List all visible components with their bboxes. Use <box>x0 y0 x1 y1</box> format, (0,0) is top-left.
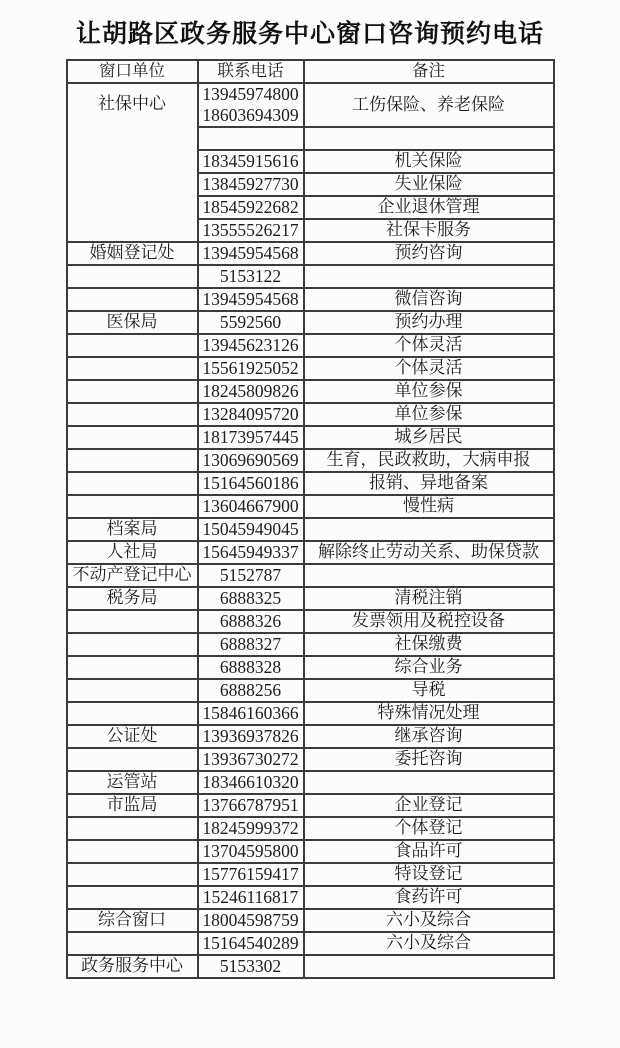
table-row <box>67 83 554 127</box>
table-row <box>67 633 554 656</box>
table-row <box>67 886 554 909</box>
unit-cell <box>67 702 198 725</box>
table-row <box>67 955 554 978</box>
phone-cell <box>198 564 304 587</box>
remark-cell: 生育，民政救助，大病申报 <box>304 449 554 472</box>
remark-cell: 清税注销 <box>304 587 554 610</box>
table-row <box>67 541 554 564</box>
table-row <box>67 794 554 817</box>
phone-directory-table <box>66 59 555 979</box>
remark-cell <box>304 265 554 288</box>
unit-cell <box>67 288 198 311</box>
remark-cell: 个体登记 <box>304 817 554 840</box>
phone-cell <box>198 173 304 196</box>
phone-number: 15846160366 <box>202 702 299 723</box>
phone-number: 13936730272 <box>202 748 299 769</box>
remark-cell: 继承咨询 <box>304 725 554 748</box>
remark-cell: 机关保险 <box>304 150 554 173</box>
table-row <box>67 863 554 886</box>
remark-cell: 个体灵活 <box>304 334 554 357</box>
phone-cell <box>198 679 304 702</box>
unit-cell: 社保中心 <box>67 83 198 242</box>
table-row <box>67 472 554 495</box>
phone-number: 15045949045 <box>202 518 299 539</box>
phone-number: 5592560 <box>219 311 282 332</box>
unit-cell <box>67 265 198 288</box>
phone-number: 5153122 <box>219 265 282 286</box>
phone-number: 13945954568 <box>202 242 299 263</box>
remark-cell: 解除终止劳动关系、助保贷款 <box>304 541 554 564</box>
remark-cell <box>304 771 554 794</box>
page-title: 让胡路区政务服务中心窗口咨询预约电话 <box>75 20 544 48</box>
phone-cell <box>198 932 304 955</box>
column-header-1: 联系电话 <box>198 60 304 83</box>
phone-number: 18346610320 <box>202 771 299 792</box>
table-row <box>67 771 554 794</box>
unit-cell: 税务局 <box>67 587 198 610</box>
table-row <box>67 909 554 932</box>
unit-cell: 市监局 <box>67 794 198 817</box>
unit-cell: 综合窗口 <box>67 909 198 932</box>
unit-cell <box>67 449 198 472</box>
phone-cell <box>198 541 304 564</box>
unit-cell <box>67 380 198 403</box>
unit-cell <box>67 357 198 380</box>
phone-number: 18545922682 <box>202 196 299 217</box>
table-row <box>67 288 554 311</box>
phone-cell <box>198 472 304 495</box>
table-row <box>67 265 554 288</box>
unit-cell: 人社局 <box>67 541 198 564</box>
remark-cell: 综合业务 <box>304 656 554 679</box>
table-row <box>67 564 554 587</box>
phone-cell <box>198 196 304 219</box>
phone-cell <box>198 840 304 863</box>
phone-cell <box>198 127 304 150</box>
phone-number: 15561925052 <box>202 357 299 378</box>
unit-cell <box>67 886 198 909</box>
phone-number: 5152787 <box>219 564 282 585</box>
phone-cell <box>198 748 304 771</box>
unit-cell: 医保局 <box>67 311 198 334</box>
table-row <box>67 610 554 633</box>
table-row <box>67 932 554 955</box>
phone-number: 13284095720 <box>202 403 299 424</box>
phone-number: 18245999372 <box>202 817 299 838</box>
column-header-0: 窗口单位 <box>67 60 198 83</box>
unit-cell <box>67 748 198 771</box>
table-row <box>67 656 554 679</box>
phone-cell <box>198 863 304 886</box>
phone-number: 18245809826 <box>202 380 299 401</box>
table-row <box>67 357 554 380</box>
table-body <box>67 83 554 978</box>
phone-cell <box>198 288 304 311</box>
remark-cell: 食药许可 <box>304 886 554 909</box>
phone-cell <box>198 817 304 840</box>
phone-number: 6888256 <box>219 679 282 700</box>
phone-cell <box>198 955 304 978</box>
table-row <box>67 817 554 840</box>
phone-cell <box>198 219 304 242</box>
unit-cell: 档案局 <box>67 518 198 541</box>
phone-number: 6888328 <box>219 656 282 677</box>
header-row <box>67 60 554 83</box>
unit-cell <box>67 817 198 840</box>
remark-cell: 特设登记 <box>304 863 554 886</box>
phone-number: 13766787951 <box>202 794 299 815</box>
phone-cell <box>198 633 304 656</box>
phone-number: 13069690569 <box>202 449 299 470</box>
phone-cell <box>198 518 304 541</box>
phone-number: 15776159417 <box>202 863 299 884</box>
phone-cell <box>198 426 304 449</box>
unit-cell <box>67 495 198 518</box>
remark-cell: 企业退休管理 <box>304 196 554 219</box>
phone-cell <box>198 771 304 794</box>
unit-cell: 不动产登记中心 <box>67 564 198 587</box>
remark-cell: 失业保险 <box>304 173 554 196</box>
phone-number: 6888326 <box>219 610 282 631</box>
unit-cell <box>67 472 198 495</box>
phone-number: 6888325 <box>219 587 282 608</box>
remark-cell <box>304 127 554 150</box>
table-row <box>67 679 554 702</box>
table-row <box>67 403 554 426</box>
phone-number: 13604667900 <box>202 495 299 516</box>
remark-cell <box>304 518 554 541</box>
remark-cell: 城乡居民 <box>304 426 554 449</box>
table-row <box>67 725 554 748</box>
table-row <box>67 748 554 771</box>
unit-cell <box>67 426 198 449</box>
remark-cell <box>304 564 554 587</box>
phone-number: 15246116817 <box>202 886 299 907</box>
phone-number: 6888327 <box>219 633 282 654</box>
remark-cell: 单位参保 <box>304 403 554 426</box>
phone-cell <box>198 83 304 127</box>
phone-number: 13945954568 <box>202 288 299 309</box>
phone-number: 18004598759 <box>202 909 299 930</box>
table-row <box>67 334 554 357</box>
remark-cell: 导税 <box>304 679 554 702</box>
phone-cell <box>198 587 304 610</box>
phone-number: 18603694309 <box>202 105 299 125</box>
remark-cell: 特殊情况处理 <box>304 702 554 725</box>
table-row <box>67 311 554 334</box>
phone-number: 13945623126 <box>202 334 299 355</box>
phone-number: 5153302 <box>219 955 282 976</box>
phone-cell <box>198 334 304 357</box>
unit-cell <box>67 610 198 633</box>
phone-number: 13936937826 <box>202 725 299 746</box>
table-row <box>67 840 554 863</box>
remark-cell: 委托咨询 <box>304 748 554 771</box>
phone-cell <box>198 725 304 748</box>
phone-cell <box>198 794 304 817</box>
unit-cell: 运管站 <box>67 771 198 794</box>
remark-cell: 单位参保 <box>304 380 554 403</box>
unit-cell: 公证处 <box>67 725 198 748</box>
phone-number: 13845927730 <box>202 173 299 194</box>
phone-cell <box>198 357 304 380</box>
phone-cell <box>198 909 304 932</box>
remark-cell: 社保缴费 <box>304 633 554 656</box>
phone-cell <box>198 403 304 426</box>
remark-cell: 发票领用及税控设备 <box>304 610 554 633</box>
phone-number: 13704595800 <box>202 840 299 861</box>
unit-cell <box>67 334 198 357</box>
phone-cell <box>198 242 304 265</box>
phone-cell <box>198 610 304 633</box>
phone-number: 18173957445 <box>202 426 299 447</box>
phone-number: 13945974800 <box>202 84 299 104</box>
unit-cell <box>67 679 198 702</box>
table-row <box>67 449 554 472</box>
remark-cell <box>304 955 554 978</box>
phone-number: 13555526217 <box>202 219 299 240</box>
table-row <box>67 702 554 725</box>
table-row <box>67 426 554 449</box>
unit-cell <box>67 932 198 955</box>
phone-cell <box>198 265 304 288</box>
phone-cell <box>198 886 304 909</box>
unit-cell <box>67 863 198 886</box>
table-row <box>67 380 554 403</box>
phone-number: 18345915616 <box>202 150 299 171</box>
phone-cell <box>198 150 304 173</box>
phone-cell <box>198 311 304 334</box>
remark-cell: 工伤保险、养老保险 <box>304 83 554 127</box>
table-row <box>67 242 554 265</box>
table-row <box>67 587 554 610</box>
phone-cell <box>198 656 304 679</box>
phone-number: 15164560186 <box>202 472 299 493</box>
remark-cell: 预约咨询 <box>304 242 554 265</box>
unit-cell <box>67 633 198 656</box>
phone-number: 15645949337 <box>202 541 299 562</box>
unit-cell: 婚姻登记处 <box>67 242 198 265</box>
unit-cell: 政务服务中心 <box>67 955 198 978</box>
remark-cell: 六小及综合 <box>304 932 554 955</box>
remark-cell: 食品许可 <box>304 840 554 863</box>
remark-cell: 企业登记 <box>304 794 554 817</box>
phone-number: 15164540289 <box>202 932 299 953</box>
phone-cell <box>198 702 304 725</box>
remark-cell: 微信咨询 <box>304 288 554 311</box>
phone-cell <box>198 449 304 472</box>
column-header-2: 备注 <box>304 60 554 83</box>
remark-cell: 社保卡服务 <box>304 219 554 242</box>
remark-cell: 慢性病 <box>304 495 554 518</box>
unit-cell <box>67 403 198 426</box>
remark-cell: 六小及综合 <box>304 909 554 932</box>
table-row <box>67 518 554 541</box>
unit-cell <box>67 656 198 679</box>
remark-cell: 预约办理 <box>304 311 554 334</box>
remark-cell: 报销、异地备案 <box>304 472 554 495</box>
unit-cell <box>67 840 198 863</box>
phone-cell <box>198 380 304 403</box>
phone-cell <box>198 495 304 518</box>
remark-cell: 个体灵活 <box>304 357 554 380</box>
table-row <box>67 495 554 518</box>
